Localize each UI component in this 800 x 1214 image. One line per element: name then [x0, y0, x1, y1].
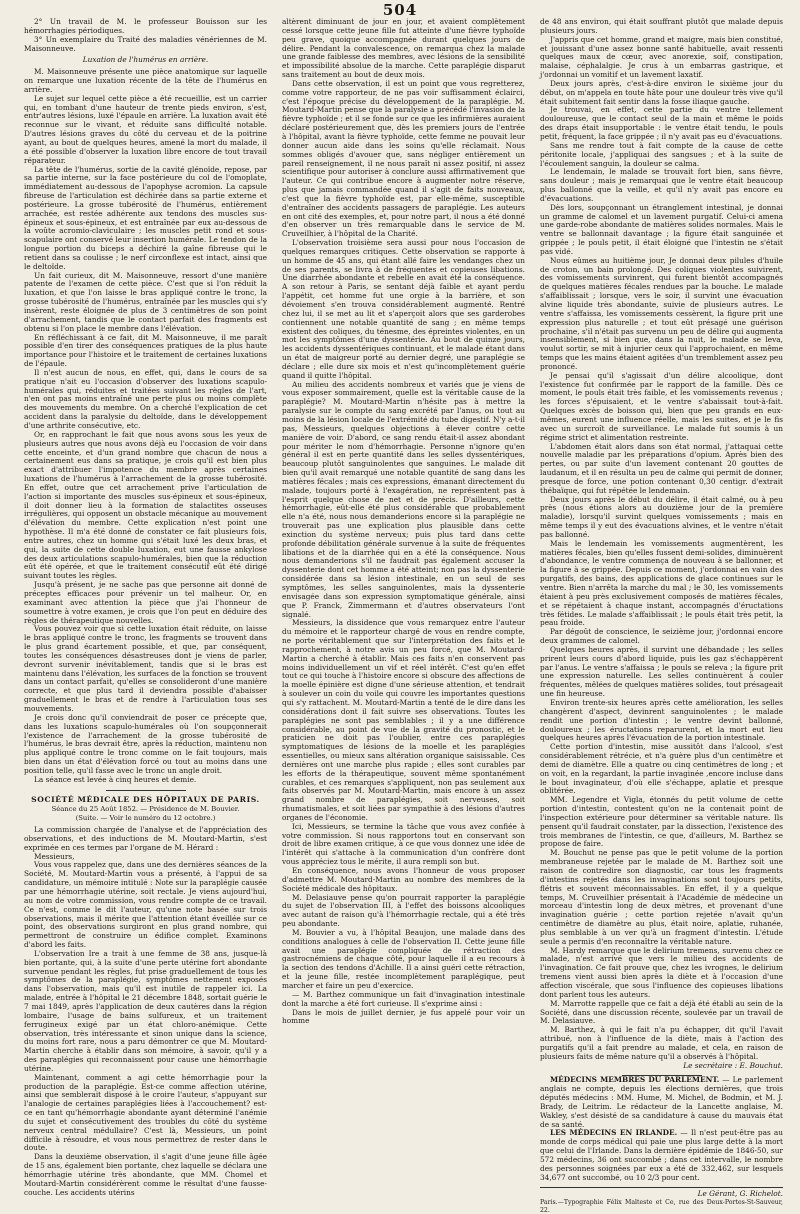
body-para: Je pensai qu'il s'agissait d'un délire alcoolique, dont l'existence fut confirmée par le rapport de la famille. Dès ce moment, le pouls était très faible, et les vomissements revenus ; les forces s'épuisaient, et le ventre s'abaissait tout-à-fait. Quelques excès de boisson qui, bien que peu grands en eux-mêmes, eurent une influence réelle, mais les suites, et je le fis avec un surcroît de surveillance. Le malade fut soumis à un régime strict et alimentation restreinte.: [540, 370, 783, 442]
body-para: En conséquence, nous avons l'honneur de vous proposer d'admettre M. Moutard-Martin au nombre des membres de la Société médicale des hôpitaux.: [282, 866, 525, 893]
luxation-para: Je crois donc qu'il conviendrait de poser ce précepte que, dans les luxations scapulo-humérales où l'on soupçonnerait l'existence de l'arrachement de la grosse tubérosité de l'humérus, le bras devrait être, après la réduction, maintenu non plus appliqué contre le tronc comme on le fait toujours, mais bien dans un état d'élévation forcé ou tout au moins dans une position telle, qu'il fasse avec le tronc un angle droit.: [24, 712, 267, 775]
body-para: Au milieu des accidents nombreux et variés que je viens de vous exposer sommairement, quelle est la véritable cause de la paraplégie? M. Moutard-Martin n'hésite pas à mettre la paralysie sur le compte du sang excrété par l'anus, ou tout au moins de la lésion locale de l'extrémité du tube digestif. N'y a-t-il pas, Messieurs, quelques objections à élever contre cette manière de voir. D'abord, ce sang rendu était-il assez abondant pour mériter le nom d'hémorrhagie. Personne n'ignore qu'en général il est en perte quantité dans les selles dyssentériques, beaucoup plutôt sanguinolentes que sanguines. Le malade dit bien qu'il avait remarqué une notable quantité de sang dans les matières fécales ; mais ces expressions, émanant directement du malade, toujours porté à l'exagération, ne représentent pas à l'esprit quelque chose de net et de précis. D'ailleurs, cette hémorrhagie, eût-elle été plus considérable que probablement elle n'a été, nous nous demanderions encore si la paraplégie ne trouverait pas une explication plus plausible dans cette exinction du système nerveux; puis plus tard dans cette profonde débilitation générale survenue à la suite de fréquentes libations et de la diarrhée qui en a été la conséquence. Nous nous demanderions s'il ne faudrait pas également accuser la dyssenterie dont cet homme a été atteint; non pas la dyssenterie considérée dans sa lésion intestinale, en un seul de ses symptômes, les selles sanguinolentes, mais la dyssenterie envisagée dans son expression symptomatique générale, ainsi que P. Franck, Zimmermann et d'autres observateurs l'ont signalé.: [282, 379, 525, 619]
society-suite: (Suite. — Voir le numéro du 12 octobre.): [75, 814, 216, 823]
society-para: Dans la deuxième observation, il s'agit d'une jeune fille âgée de 15 ans, également bien portante, chez laquelle se déclara une hémorrhagie utérine très abondante, que MM. Chomel et Moutard-Martin considérèrent comme le résultat d'une fausse-couche. Les accidents utérins: [24, 1152, 267, 1197]
society-para: L'observation Ire a trait à une femme de 38 ans, jusque-là bien portante, qui, à la suite d'une perte utérine fort abondante survenue pendant les règles, fut prise graduellement de tous les symptômes de la paraplégie, symptômes nettement exposés dans l'observation, mais qu'il est inutile de rappeler ici. La malade, entrée à l'hôpital le 21 décembre 1848, sortait guérie le 7 mai 1849, après l'application de deux cautères dans la région lombaire, l'usage de bains sulfureux, et un traitement ferrugineux exigé par un état chloro-anémique. Cette observation, très intéressante et sinon unique dans la science, du moins fort rare, nous a paru démontrer ce que M. Moutard-Martin cherche à établir dans son mémoire, à savoir, qu'il y a des paraplégies qui reconnaissent pour cause une hémorrhagie utérine.: [24, 948, 267, 1073]
body-para: Mais le lendemain les vomissements augmentèrent, les matières fécales, bien qu'elles fussent demi-solides, diminuèrent d'abondance, le ventre commença de nouveau à se ballonner, et la figure à se grippée. Depuis ce moment, j'ordonnai en vain des purgatifs, des bains, des applications de glace continues sur le ventre. Bien n'arrêta la marche du mal ; le 30, les vomissements étaient à peu près exclusivement composés de matières fécales, et se répétaient à chaque instant, accompagnés d'éructations très fétides. Le malade s'affaiblissait ; le pouls était très petit, la peau froide.: [540, 538, 783, 628]
body-para: M. Bouchut ne pense pas que le petit volume de la portion membraneuse rejetée par le malade de M. Barthez soit une raison de contredire son diagnostic, car tous les fragments d'intestins rejetés dans les invaginations sont toujours petits, flétris et souvent méconnaissables. En effet, il y a quelque temps, M. Cruveilhier présentait à l'Académie de médecine un morceau d'intestin long de deux mètres, et provenant d'une invagination guérie ; cette portion rejetée n'avait qu'un centimètre de diamètre au plus, était noire, aplatie, ruhanée, plus semblable à un ver qu'à un fragment d'intestin. L'étude seule a permis d'en reconnaître la véritable nature.: [540, 848, 783, 946]
column-2: [282, 18, 525, 1026]
society-para: Vous vous rappelez que, dans une des dernières séances de la Société, M. Moutard-Martin vous a présenté, à l'appui de sa candidature, un mémoire intitulé : Note sur la paraplégie causée par une hémorrhagie utérine, soit rectale. Je viens aujourd'hui, au nom de votre commission, vous rendre compte de ce travail. Ce n'est, comme le dit l'auteur, qu'une note basée sur trois observations, mais il mérite que l'attention étant éveillée sur ce point, des observations surgiront en plus grand nombre, qui permettront de construire un édifice complet. Examinons d'abord les faits.: [24, 860, 267, 950]
luxation-para: Le sujet sur lequel cette pièce a été recueillie, est un carrier qui, en tombant d'une hauteur de trente pieds environ, s'est, entr'autres lésions, luxé l'épaule en arrière. La luxation avait été reconnue sur le vivant, et réduite sans difficulté notable. D'autres lésions graves du côté du cerveau et de la poitrine ayant, au bout de quelques heures, amené la mort du malade, il a été possible d'observer la luxation libre encore de tout travail réparateur.: [24, 93, 267, 165]
body-para: Nous eûmes au huitième jour, Je donnai deux pilules d'huile de croton, un bain prolongé. Des coliques violentes suivirent, des vomissements survinrent, qui furent bientôt accompagnés de quelques matières fécales rendues par la bouche. Le malade s'affaiblissait ; lorsque, vers le soir, il survint une évacuation alvine liquide très abondante, suivie de plusieurs autres. Le ventre s'affaissa, les vomissements cessèrent, la figure prit une expression plus naturelle ; et tout eût présagé une guérison prochaine, s'il n'était pas survenu un peu de délire qui augmenta insensiblement, si bien que, dans la nuit, le malade se leva, voulut sortir, se mit à injurier ceux qui l'approchaient, en même temps que les mains étaient agitées d'un tremblement assez peu prononcé.: [540, 255, 783, 371]
body-para: Quelques heures après, il survint une débandade ; les selles prirent leurs cours d'abord liquide, puis les gaz s'échappèrent par l'anus. Le ventre s'affaissa ; le pouls se releva ; la figure prit une expression naturelle. Les selles continuèrent à couler fréquentes, mêlées de quelques matières solides, tout présageait une fin heureuse.: [540, 644, 783, 699]
column-3: [540, 18, 783, 1214]
luxation-para: En réfléchissant à ce fait, dit M. Maisonneuve, il me paraît possible d'en tirer des conséquences pratiques de la plus haute importance pour l'histoire et le traitement de certaines luxations de l'épaule.: [24, 332, 267, 369]
body-para: Dans le mois de juillet dernier, je fus appelé pour voir un homme: [282, 1007, 525, 1026]
section-divider: [106, 790, 186, 791]
intro-item-2: 3° Un exemplaire du Traité des maladies vénériennes de M. Maisonneuve.: [24, 34, 267, 53]
body-para: M. Hardy remarque que le delirium tremens, survenu chez ce malade, n'est arrivé que vers le milieu des accidents de l'invagination. Ce fait prouve que, chez les ivrognes, le delirium tremens vient aussi bien après la diète et à l'occasion d'une affection viscérale, que sous l'influence des copieuses libations dont parlent tous les auteurs.: [540, 945, 783, 999]
society-heading: SOCIÉTÉ MÉDICALE DES HÔPITAUX DE PARIS.: [31, 794, 260, 804]
secretary-signature: Le secrétaire : E. Bouchut.: [683, 1060, 783, 1070]
society-para: Messieurs,: [34, 851, 75, 861]
body-para: M. Marrotte rappelle que ce fait a déjà été établi au sein de la Société, dans une discussion récente, soulevée par un travail de M. Delasiauve.: [540, 998, 783, 1026]
body-para: M. Delasiauve pense qu'on pourrait rapporter la paraplégie du sujet de l'observation III, à l'effet des boissons alcooliques avec autant de raison qu'à l'hémorrhagie rectale, qui a été très peu abondante.: [282, 892, 525, 929]
body-para: Dans cette observation, il est un point que vous regretterez, comme votre rapporteur, de ne pas voir suffisamment éclairci, c'est l'époque précise du développement de la paraplégie. M. Moutard-Martin pense que la paralysie a précédé l'invasion de la fièvre typhoïde ; et il se fonde sur ce que les infirmières auraient déclaré postérieurement que, dès les premiers jours de l'entrée à l'hôpital, avant la fièvre typhoïde, cette femme ne pouvait leur donner aucun aide dans les soins qu'elle réclamait. Nous sommes obligés d'avouer que, sans négliger entièrement un pareil renseignement, il ne nous paraît ni assez positif, ni assez scientifique pour autoriser à conclure aussi affirmativement que l'auteur. Ce qui contribue encore à augmenter notre réserve, plus que jamais commandée quand il s'agit de faits nouveaux, c'est que la fièvre typhoïde est, par elle-même, susceptible d'entraîner des accidents passagers de paraplégie. Les auteurs en ont cité des exemples, et, pour notre part, il nous a été donné d'en observer un très remarquable dans le service de M. Cruveilhier, à l'hôpital de la Charité.: [282, 78, 525, 239]
news-item-text: — Le parlement anglais ne compte, depuis les élections dernières, que trois députés médecins : MM. Hume, M. Michel, de Bodmin, et M. J. Brady, de Leitrim. Le rédacteur de la Lancette anglaise, M. Wakley, s'est désisté de sa candidature à cause du mauvais état de sa santé.: [540, 1075, 783, 1129]
body-para: — M. Barthez communique un fait d'invagination intestinale dont la marche a été fort curieuse. Il s'exprime ainsi :: [282, 989, 525, 1008]
body-para: Le lendemain, le malade se trouvait fort bien, sans fièvre, sans douleur ; mais je remarquai que le ventre était beaucoup plus ballonné que la veille, et qu'il n'y avait pas encore eu d'évacuations.: [540, 167, 783, 203]
news-item-lead: LES MÉDECINS EN IRLANDE.: [550, 1128, 678, 1138]
column-1: [24, 18, 267, 1198]
society-para: La commission chargée de l'analyse et de l'appréciation des observations, et des inductions de M. Moutard-Martin, s'est exprimée en ces termes par l'organe de M. Hérard :: [24, 825, 267, 852]
body-para: Messieurs, la dissidence que vous remarquez entre l'auteur du mémoire et le rapporteur chargé de vous en rendre compte, ne porte véritablement que sur l'interprétation des faits et le rapprochement, à notre avis un peu forcé, que M. Moutard-Martin a cherché à établir. Mais ces faits n'en conservent pas moins individuellement un vif et réel intérêt. C'est qu'en effet tout ce qui touche à l'histoire encore si obscure des affections de la moelle épinière est digne d'une sérieuse attention, et tendrait à soulever un coin du voile qui couvre les importantes questions qui s'y rattachent. M. Moutard-Martin a tenté de le dire dans les considérations dont il fait suivre ses observations. Toutes les paraplégies ne sont pas semblables ; il y a une différence considérable, au point de vue de la gravité du pronostic, et le praticien ne doit pas l'oublier, entre ces paraplégies symptomatiques de lésions de la moelle et les paraplégies essentielles, ou mieux sans altération organique saisissable. Ces dernières ont une marche plus rapide ; elles sont curables par les efforts de la thérapeutique, souvent même spontanément curables, et ces remarques s'appliquent, non pas seulement aux faits observés par M. Moutard-Martin, mais encore à un assez grand nombre de paraplégies, soit nerveuses, soit rhumatismales, et soit liées par sympathie à des lésions d'autres organes de l'économie.: [282, 618, 525, 822]
body-para: de 48 ans environ, qui était souffrant plutôt que malade depuis plusieurs jours.: [540, 17, 783, 35]
body-para: L'observation troisième sera aussi pour nous l'occasion de quelques remarques critiques. Cette observation se rapporte à un homme de 45 ans, qui étant allé faire les vendanges chez un de ses parents, se livra à de fréquentes et copieuses libations. Une diarrhée abondante et rebelle en avait été la conséquence. A son retour à Paris, se sentant déjà faible et ayant perdu l'appétit, cet homme fut une orgie à la barrière, et son dévoiement s'en trouva considérablement augmenté. Rentré chez lui, il se met au lit et s'aperçoit alors que ses garderobes contiennent une notable quantité de sang ; en même temps existent des coliques, du ténesme, des épreintes violentes, en un mot les symptômes d'une dyssentérie. Au bout de quinze jours, les accidents dyssentériques continuant, et le malade étant dans un état de maigreur porté au dernier degré, une paraplégie se déclare ; elle dure six mois et n'est qu'incomplètement guérie quand il quitte l'hôpital.: [282, 238, 525, 380]
body-para: Cette portion d'intestin, mise aussitôt dans l'alcool, s'est considérablement rétrécie, et n'a guère plus d'un centimètre et demi de diamètre. Elle a quatre ou cinq centimètres de long ; et on voit, en la regardant, la partie invaginée ,encore incluse dans le bout invaginateur, d'où elle s'échappe, aplatie et presque oblitérée.: [540, 742, 783, 796]
luxation-para: Vous pouvez voir que si cette luxation était réduite, on laisse le bras appliqué contre le tronc, les fragments se trouvent dans le plus grand écartement possible, et que, par conséquent, toutes les conséquences désastreuses dont je viens de parler, devront survenir inévitablement, tandis que si le bras est maintenu dans l'élévation, les surfaces de la fonction se trouvent dans un contact parfait, qu'elles se consolideront d'une manière correcte, et que plus tard il deviendra possible d'abaisser graduellement le bras et de rendre à l'articulation tous ses mouvements.: [24, 624, 267, 713]
body-para: Dès lors, soupçonnant un étranglement intestinal, je donnai un gramme de calomel et un lavement purgatif. Celui-ci amena une garde-robe abondante de matières solides normales. Mais le ventre se ballonnait davantage ; la figure était sanguinée et grippée ; le pouls petit, il était éloigné que l'intestin ne s'était pas vidé.: [540, 202, 783, 256]
body-para: Environ trente-six heures après cette amélioration, les selles changèrent d'aspect, devinrent sanguinolentes ; le malade rendit une portion d'intestin ; le ventre devint ballonné, douloureux ; les éructations reparurent, et la mort eut lieu quelques heures après l'évacuation de la portion intestinale.: [540, 697, 783, 743]
news-item: [540, 1129, 783, 1182]
printer-imprint: Paris.—Typographie Félix Malteste et Ce, rue des Deux-Portes-St-Sauveur, 22.: [540, 1199, 783, 1214]
luxation-para: La tête de l'humérus, sortie de la cavité glénoïde, repose, par sa partie interne, sur la face postérieure du col de l'omoplate, immédiatement au-dessous de l'apophyse acromion. La capsule fibreuse de l'articulation est déchirée dans sa partie externe et postérieure. La grosse tubérosité de l'humérus, entièrement arrachée, est restée adhérente aux tendons des muscles sus-épineux et sous-épineux, et est entraînée par eux au-dessous de la voûte acromio-claviculaire ; les muscles petit rond et sous-scapulaire ont conservé leur insertion humérale. Le tendon de la longue portion du biceps a déchiré la gaîne fibreuse qui le retient dans sa coulisse ; le nerf circonflexe est intact, ainsi que le deltoïde.: [24, 164, 267, 271]
society-para: Maintenant, comment a agi cette hémorrhagie pour la production de la paraplégie. Est-ce comme affection utérine, ainsi que semblerait disposé à le croire l'auteur, s'appuyant sur l'analogie de certaines paraplégies liées à l'accouchement? est-ce en tant qu'hémorrhagie abondante ayant déterminé l'anémie du sujet et consécutivement des troubles du côté du système nerveux central médullaire? C'est là, Messieurs, un point difficile à résoudre, et vous nous permettrez de rester dans le doute.: [24, 1072, 267, 1153]
body-para: L'abdomen était alors dans son état normal, j'attaquai cette nouvelle maladie par les préparations d'opium. Après bien des pertes, ou par suite d'un lavement contenant 20 gouttes de laudanum, et il en résulta un peu de calme qui permit de donner, presque de force, une potion contenant 0,30 centigr. d'extrait thébaïque, qui fut répétée le lendemain.: [540, 441, 783, 495]
body-para: Ici, Messieurs, se termine la tâche que vous avez confiée à votre commission. Si nous rapportons tout en conservant son droit de libre examen critique, à ce que vous donnez une idée de l'intérêt qui s'attache à la communication d'un confrère dont vous appréciez tous le mérite, il aura rempli son but.: [282, 821, 525, 867]
luxation-para: Un fait curieux, dit M. Maisonneuve, ressort d'une manière patente de l'examen de cette pièce. C'est que si l'on réduit la luxation, et que l'on laisse le bras appliqué contre le tronc, la grosse tubérosité de l'humérus, entraînée par les muscles qui s'y insèrent, reste éloignée de plus de 3 centimètres de son point d'arrachement, tandis que le contact parfait des fragments est obtenu si l'on place le membre dans l'élévation.: [24, 270, 267, 333]
gerant-signature: Le Gérant, G. Richelot.: [540, 1187, 783, 1199]
news-item: [540, 1076, 783, 1129]
body-para: Deux jours après, c'est-à-dire environ le sixième jour du début, on m'appela en toute hâte pour une douleur très vive qu'il était subitement fait sentir dans la fosse iliaque gauche.: [540, 78, 783, 106]
session-closing: La séance est levée à cinq heures et demie.: [34, 774, 197, 784]
page-number: 504: [382, 1, 418, 19]
luxation-para: Or, en rapprochant le fait que nous avons sous les yeux de plusieurs autres que nous avons déjà eu l'occasion de voir dans cette enceinte, et d'un grand nombre que chacun de nous a certainement eus dans sa pratique, je crois qu'il est bien plus exact d'attribuer l'impotence du membre après certaines luxations de l'humérus à l'arrachement de la grosse tubérosité. En effet, outre que cet arrachement prive l'articulation de l'action si importante des muscles sus-épineux et sous-épineux, il doit donner lieu à la formation de stalactites osseuses irrégulières, qui opposent un obstacle mécanique au mouvement d'élévation du membre. Cette explication n'est point une hypothèse. Il m'a été donné de constater ce fait plusieurs fois, entre autres, chez un homme qui s'était luxé les deux bras, et qui, la suite de cette double luxation, eut une fausse ankylose des deux articulations scapulo-humérales, bien que la réduction eût été opérée, et que le traitement consécutif eût été dirigé suivant toutes les règles.: [24, 429, 267, 581]
body-para: Je trouvai, en effet, cette partie du ventre tellement douloureuse, que le contact seul de la main et même le poids des draps était insupportable : le ventre était tendu, le pouls petit, fréquent, la face grippée ; il n'y avait pas eu d'évacuations.: [540, 105, 783, 141]
luxation-para: Il n'est aucun de nous, en effet, qui, dans le cours de sa pratique n'ait eu l'occasion d'observer des luxations scapulo-humérales qui, réduites et traitées suivant les règles de l'art, n'en ont pas moins entraîné une perte plus ou moins complète des mouvements du membre. On a cherché l'explication de cet accident dans la paralysie du deltoïde, dans le développement d'une arthrite consécutive, etc.: [24, 367, 267, 430]
body-para: M. Bouvier a vu, à l'hôpital Beaujon, une malade dans des conditions analogues à celle de l'observation II. Cette jeune fille avait une paraplégie compliquée de rétraction des gastrocnémiens de chaque côté, pour laquelle il a eu recours à la section des tendons d'Achille. Il a ainsi guéri cette rétraction, et la jeune fille, restée incomplètement paraplégique, peut marcher et faire un peu d'exercice.: [282, 927, 525, 990]
body-para: J'appris que cet homme, grand et maigre, mais bien constitué, et jouissant d'une assez bonne santé habituelle, avait ressenti quelques maux de cœur, avec anorexie, soif, constipation, malaise, céphalalgie. Je crus à un embarras gastrique, et j'ordonnai un vomitif et un lavement laxatif.: [540, 34, 783, 80]
society-session: Séance du 25 Août 1852. — Présidence de M. Bouvier.: [51, 805, 240, 814]
intro-item-1: 2° Un travail de M. le professeur Bouisson sur les hémorrhagies périodiques.: [24, 17, 267, 35]
luxation-para: M. Maisonneuve présente une pièce anatomique sur laquelle on remarque une luxation récente de la tête de l'humérus en arrière.: [24, 67, 267, 94]
news-item-lead: MÉDECINS MEMBRES DU PARLEMENT.: [550, 1075, 720, 1085]
body-para: MM. Legendre et Vigla, étonnés du petit volume de cette portion d'intestin, contestent qu'on ne la contenait point de l'inspection extérieure pour déterminer sa véritable nature. Ils pensent qu'il faudrait constater, par la dissection, l'existence des trois membranes de l'intestin, ce que, d'ailleurs, M. Barthez se propose de faire.: [540, 795, 783, 849]
luxation-para: Jusqu'à présent, je ne sache pas que personne ait donné de préceptes efficaces pour prévenir un tel malheur. Or, en examinant avec attention la pièce que j'ai l'honneur de soumettre à votre examen, je crois que l'on peut en déduire des règles de thérapeutique nouvelles.: [24, 580, 267, 625]
body-para: Deux jours après le début du délire, il était calmé, ou à peu près (nous étions alors au douzième jour de la première maladie), lorsqu'il survint quelques vomissements ; mais en même temps il y eut des évacuations alvines, et le ventre n'était pas ballonné.: [540, 494, 783, 539]
body-para: M. Barthez, à qui le fait n'a pu échapper, dit qu'il l'avait attribué, non à l'influence de la diète, mais à l'action des purgatifs qu'il a fait prendre au malade, et cela, en raison de plusieurs faits de même nature qu'il a observés à l'hôpital.: [540, 1025, 783, 1061]
luxation-heading: Luxation de l'humérus en arrière.: [82, 55, 209, 65]
news-item-text: — Il n'est peut-être pas au monde de corps médical qui paie une plus large dette à la mort que celui de l'Irlande. Dans la dernière épidémie de 1846-50, sur 572 médecins, 36 ont succombé ; dans cet intervalle, le nombre des personnes soignées par eux a été de 332,462, sur lesquels 34,677 ont succombé, ou 10 2/3 pour cent.: [540, 1128, 784, 1182]
body-para: Sans me rendre tout à fait compte de la cause de cette péritonite locale, j'appliquai des sangsues ; et à la suite de l'écoulement sanguin, la douleur se calma.: [540, 140, 783, 168]
body-para: altèrent diminuant de jour en jour, et avaient complètement cessé lorsque cette jeune fille fut atteinte d'une fièvre typhoïde peu grave, quoique accompagnée durant quelques jours de délire. Pendant la convalescence, on remarqua chez la malade une grande faiblesse des membres, avec lésions de la sensibilité et impossibilité absolue de la marche. Cette paraplégie disparut sans traitement au bout de deux mois.: [282, 17, 525, 80]
body-para: Par dégoût de conscience, le seizième jour, j'ordonnai encore deux grammes de calomel.: [540, 627, 783, 646]
